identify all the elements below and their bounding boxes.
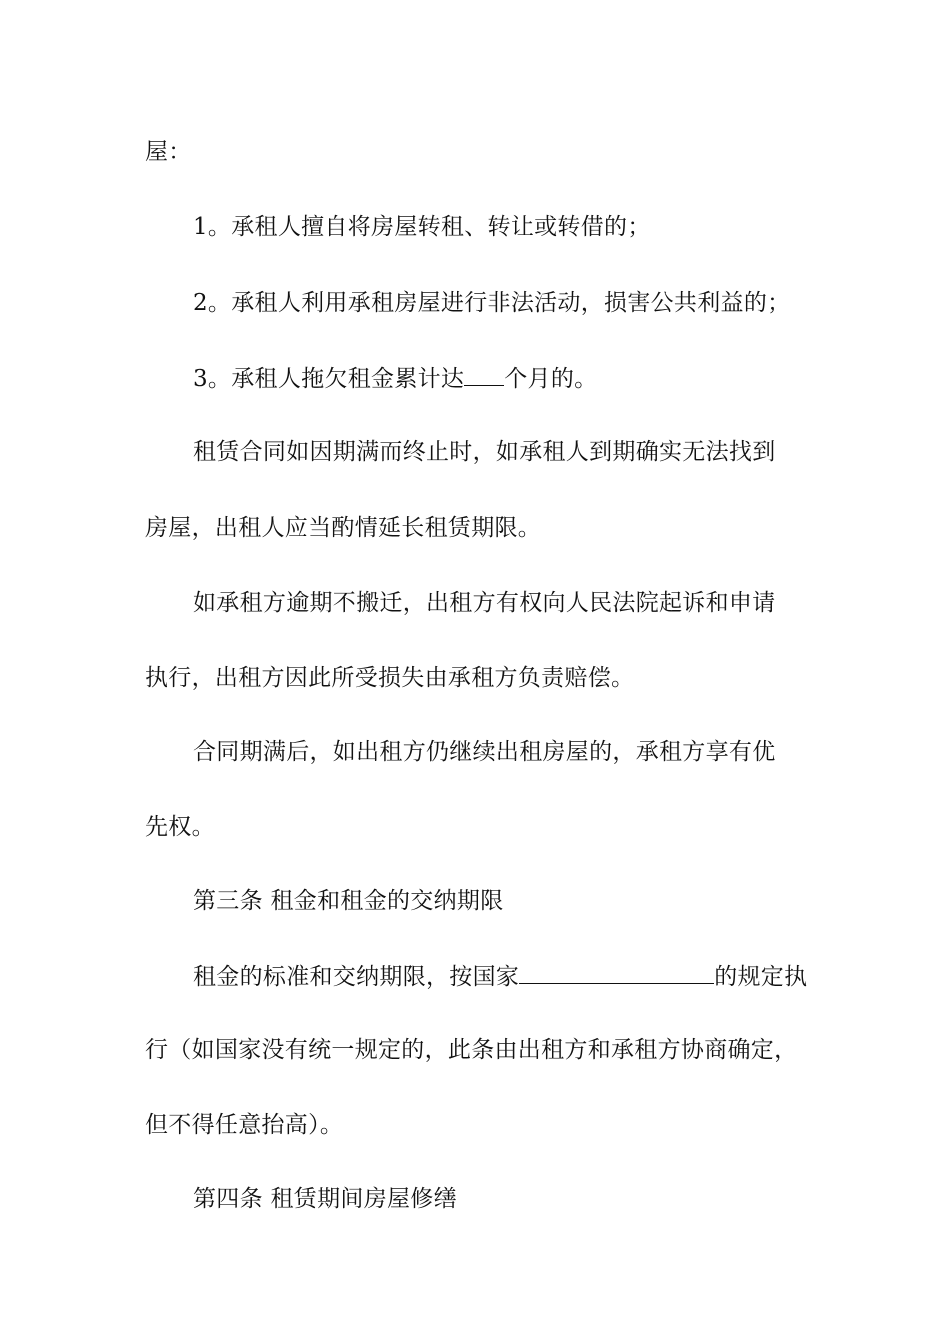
fill-in-blank[interactable]	[519, 961, 714, 984]
text-segment: 的规定执	[714, 964, 808, 990]
paragraph-line: 先权。	[145, 814, 215, 840]
text-segment: 个月的。	[504, 366, 598, 392]
paragraph-line: 如承租方逾期不搬迁，出租方有权向人民法院起诉和申请	[193, 590, 776, 616]
list-item: 1。承租人擅自将房屋转租、转让或转借的；	[193, 214, 651, 240]
section-heading: 第四条 租赁期间房屋修缮	[193, 1186, 457, 1212]
paragraph-line: 合同期满后，如出租方仍继续出租房屋的，承租方享有优	[193, 739, 776, 765]
paragraph-line: 租赁合同如因期满而终止时，如承租人到期确实无法找到	[193, 439, 776, 465]
text-segment: 租金的标准和交纳期限，按国家	[193, 964, 520, 990]
fill-in-blank[interactable]	[464, 363, 504, 386]
text-line: 屋：	[145, 139, 192, 165]
paragraph-line: 执行，出租方因此所受损失由承租方负责赔偿。	[145, 665, 635, 691]
paragraph-line: 房屋，出租人应当酌情延长租赁期限。	[145, 515, 542, 541]
paragraph-line: 但不得任意抬高）。	[145, 1112, 344, 1138]
paragraph-line: 行（如国家没有统一规定的，此条由出租方和承租方协商确定，	[145, 1037, 798, 1063]
section-heading: 第三条 租金和租金的交纳期限	[193, 888, 504, 914]
list-item: 2。承租人利用承租房屋进行非法活动，损害公共利益的；	[193, 290, 791, 316]
text-segment: 3。承租人拖欠租金累计达	[193, 366, 465, 392]
paragraph-line	[193, 961, 873, 992]
list-item	[193, 363, 873, 394]
